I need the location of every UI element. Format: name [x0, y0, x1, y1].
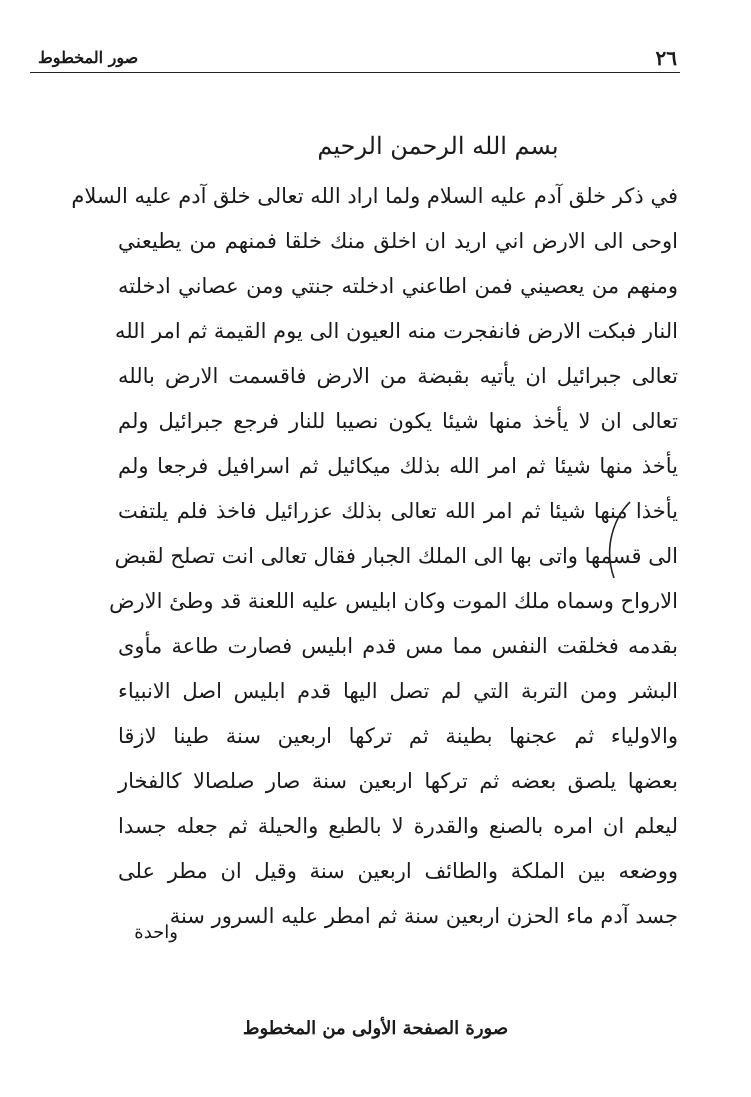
manuscript-line: الى قسمها واتى بها الى الملك الجبار فقال تعالى انت تصلح لقبض: [114, 544, 678, 568]
manuscript-page: [71, 122, 678, 962]
page-number: ٢٦: [655, 46, 677, 70]
manuscript-line: ومنهم من يعصيني فمن اطاعني ادخلته جنتي ومن عصاني ادخلته: [118, 274, 678, 298]
manuscript-line: اوحى الى الارض اني اريد ان اخلق منك خلقا فمنهم من يطيعني: [118, 229, 678, 253]
manuscript-line: النار فبكت الارض فانفجرت منه العيون الى يوم القيمة ثم امر الله: [114, 319, 678, 343]
manuscript-line: والاولياء ثم عجنها بطينة ثم تركها اربعين سنة طينا لازقا: [118, 724, 678, 748]
manuscript-line: تعالى جبرائيل ان يأتيه بقبضة من الارض فاقسمت الارض بالله: [118, 364, 678, 388]
figure-caption: صورة الصفحة الأولى من المخطوط: [242, 1018, 509, 1039]
manuscript-line: يأخذا منها شيئا ثم امر الله تعالى بذلك عزرائيل فاخذ فلم يلتفت: [118, 499, 678, 523]
basmala: بسم الله الرحمن الرحيم: [317, 132, 559, 160]
page-header: [30, 42, 680, 73]
manuscript-line: البشر ومن التربة التي لم تصل اليها قدم ابليس اصل الانبياء: [118, 679, 678, 703]
closing-word: واحدة: [134, 922, 178, 943]
manuscript-line: بقدمه فخلقت النفس مما مس قدم ابليس فصارت طاعة مأوى: [118, 634, 678, 658]
running-title: صور المخطوط: [38, 48, 139, 67]
manuscript-line: ليعلم ان امره بالصنع والقدرة لا بالطبع والحيلة ثم جعله جسدا: [118, 814, 678, 838]
manuscript-line: في ذكر خلق آدم عليه السلام ولما اراد الله تعالى خلق آدم عليه السلام: [71, 184, 678, 208]
manuscript-line: الارواح وسماه ملك الموت وكان ابليس عليه اللعنة قد وطئ الارض: [109, 589, 678, 613]
manuscript-line: ووضعه بين الملكة والطائف اربعين سنة وقيل ان مطر على: [118, 859, 678, 883]
ink-stroke-mark: [600, 500, 636, 580]
manuscript-line: جسد آدم ماء الحزن اربعين سنة ثم امطر عليه السرور سنة: [169, 904, 678, 928]
manuscript-line: يأخذ منها شيئا ثم امر الله بذلك ميكائيل ثم اسرافيل فرجعا ولم: [118, 454, 678, 478]
manuscript-line: تعالى ان لا يأخذ منها شيئا يكون نصيبا للنار فرجع جبرائيل ولم: [118, 409, 678, 433]
manuscript-line: بعضها يلصق بعضه ثم تركها اربعين سنة صار صلصالا كالفخار: [118, 769, 678, 793]
